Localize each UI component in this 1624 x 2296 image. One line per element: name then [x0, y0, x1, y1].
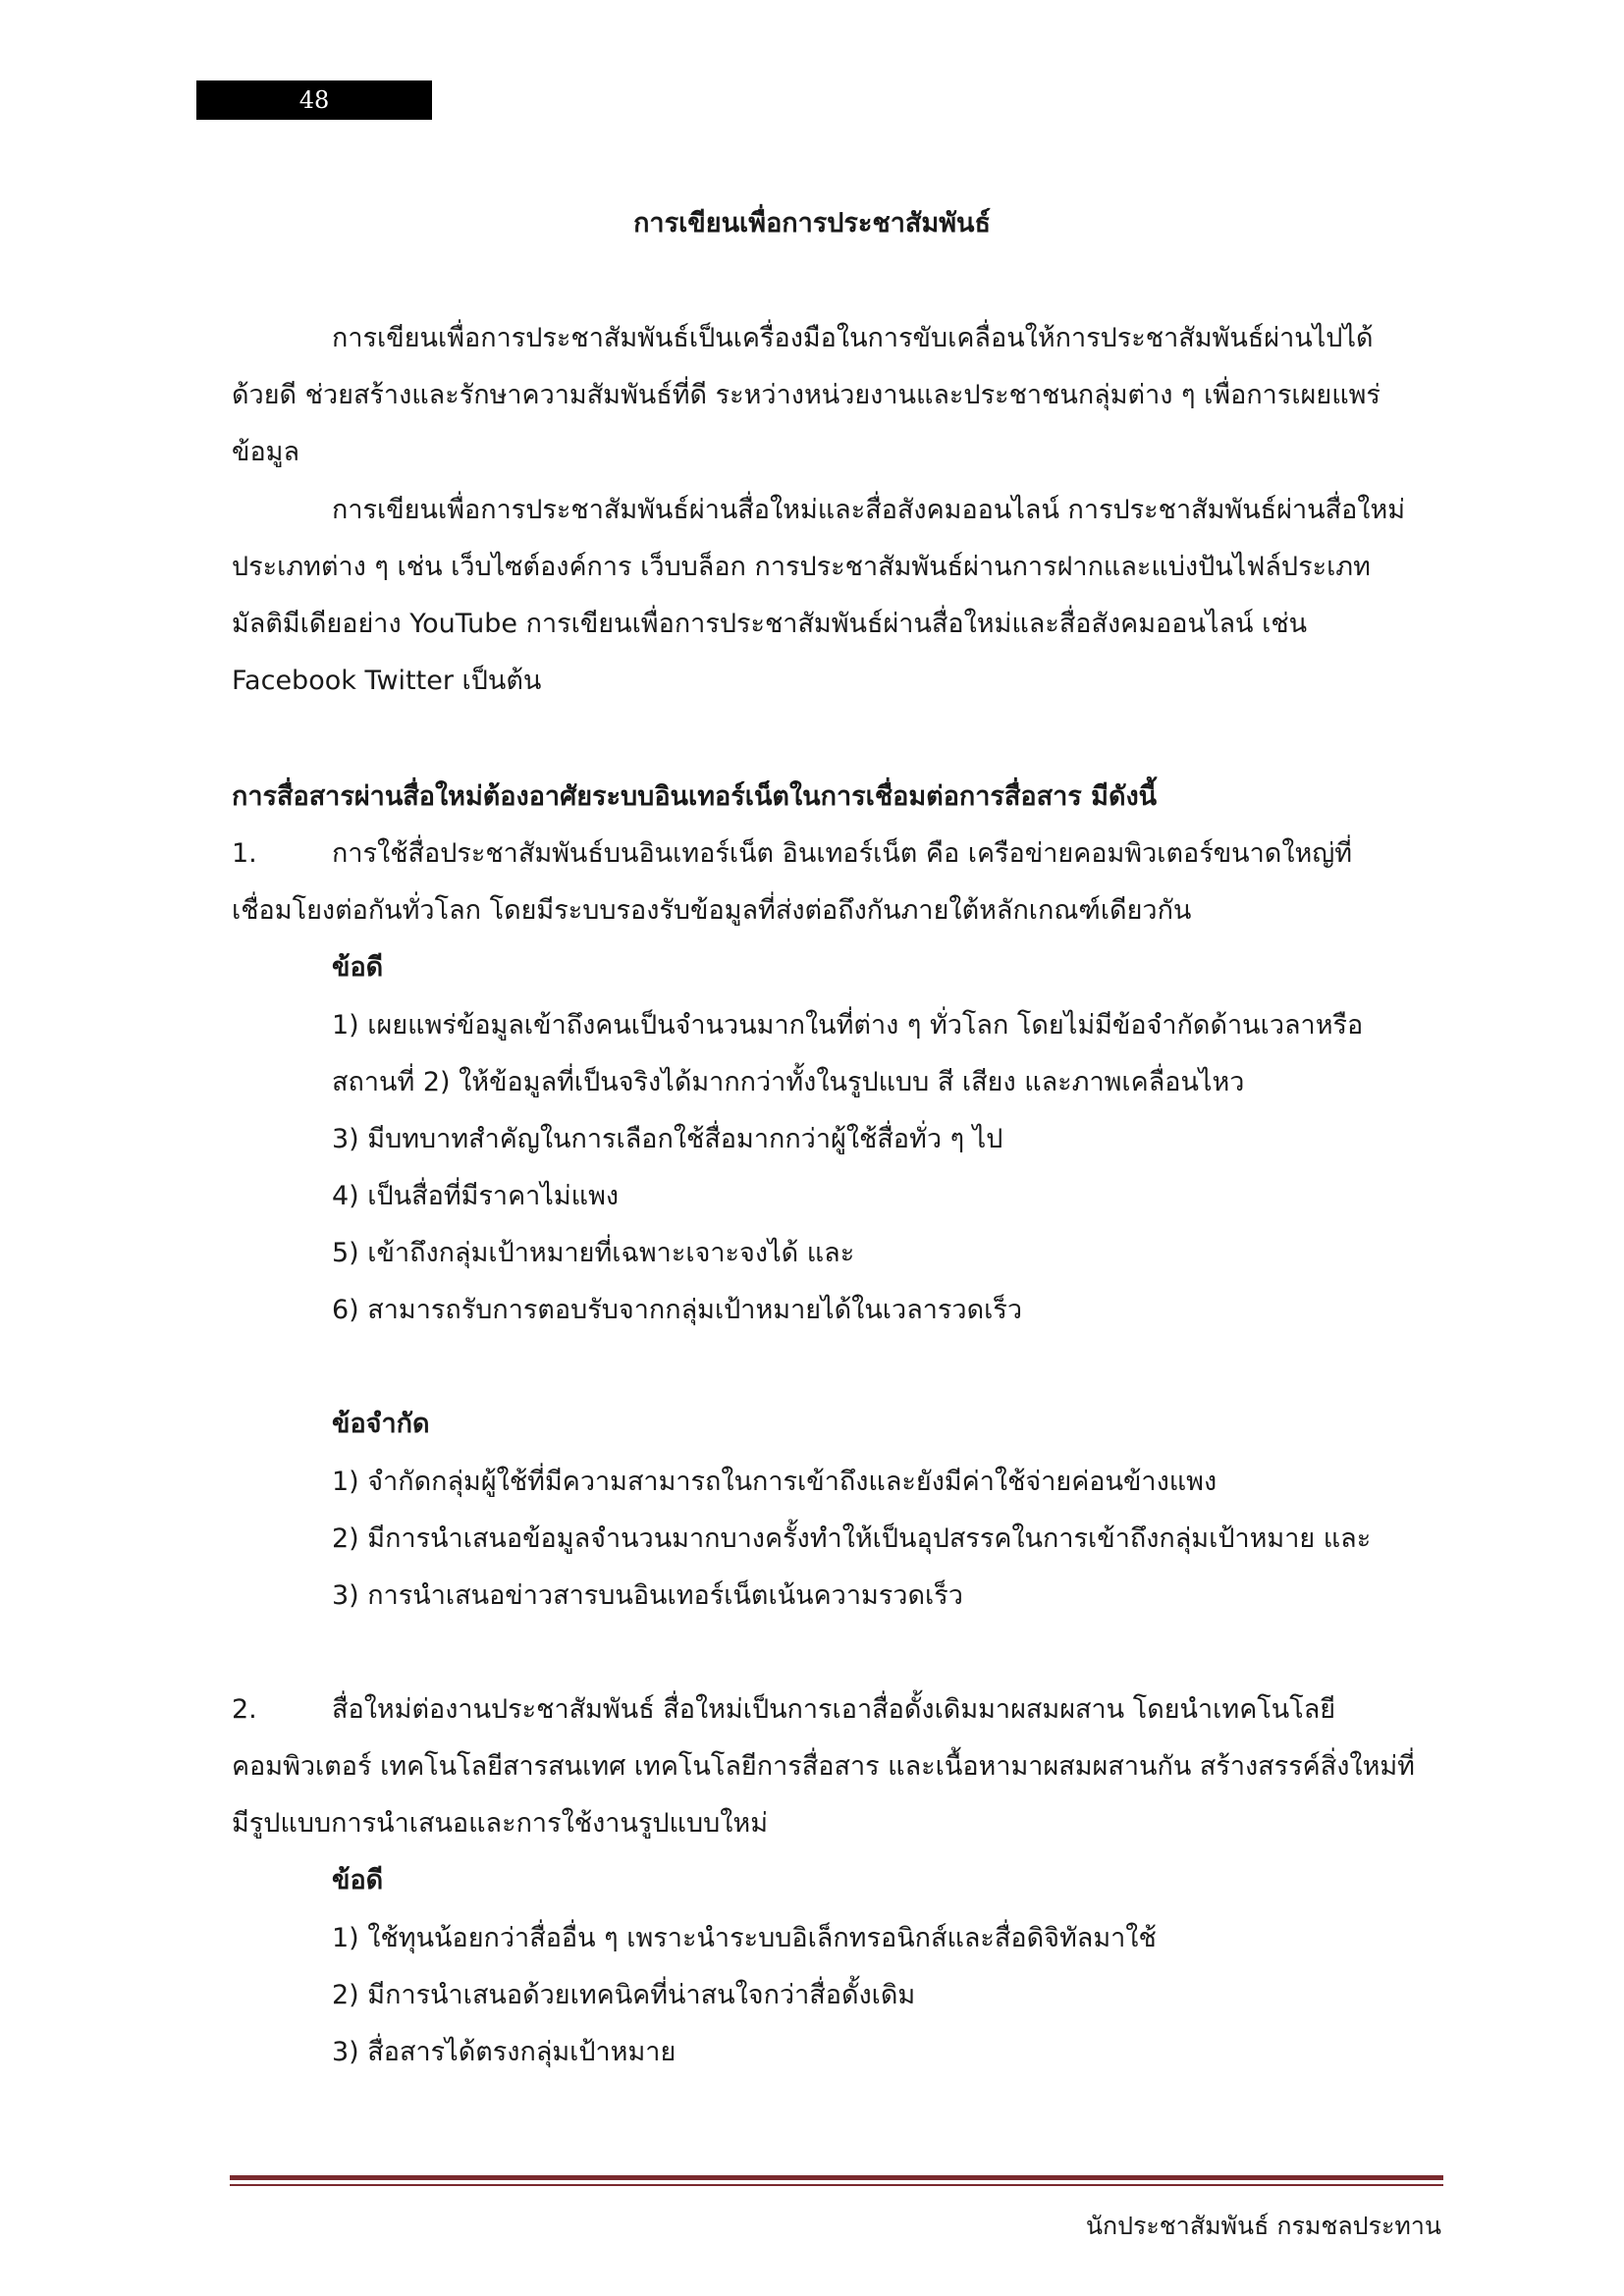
item1-pro-2: สถานที่ 2) ให้ข้อมูลที่เป็นจริงได้มากกว่าทั้งในรูปแบบ สี เสียง และภาพเคลื่อนไหว: [332, 1067, 1245, 1097]
item1-pro-5: 5) เข้าถึงกลุ่มเป้าหมายที่เฉพาะเจาะจงได้ และ: [332, 1238, 855, 1268]
intro-p2-line1: การเขียนเพื่อการประชาสัมพันธ์ผ่านสื่อใหม่และสื่อสังคมออนไลน์ การประชาสัมพันธ์ผ่านสื่อใหม่: [332, 495, 1406, 525]
footer-rule-thin: [230, 2184, 1443, 2186]
item2-pro-3: 3) สื่อสารได้ตรงกลุ่มเป้าหมาย: [332, 2037, 677, 2067]
page-number: 48: [196, 80, 432, 120]
item2-pros-heading: ข้อดี: [332, 1865, 384, 1896]
item2-number: 2.: [232, 1694, 257, 1725]
item1-line1: การใช้สื่อประชาสัมพันธ์บนอินเทอร์เน็ต อินเทอร์เน็ต คือ เครือข่ายคอมพิวเตอร์ขนาดใหญ่ที่: [332, 838, 1353, 869]
intro-p2-line2: ประเภทต่าง ๆ เช่น เว็บไซต์องค์การ เว็บบล็อก การประชาสัมพันธ์ผ่านการฝากและแบ่งปันไฟล์ประเภท: [232, 552, 1371, 582]
item1-number: 1.: [232, 838, 257, 869]
intro-p1-line1: การเขียนเพื่อการประชาสัมพันธ์เป็นเครื่องมือในการขับเคลื่อนให้การประชาสัมพันธ์ผ่านไปได้: [332, 323, 1374, 353]
intro-p1-line3: ข้อมูล: [232, 437, 300, 467]
intro-p1-line2: ด้วยดี ช่วยสร้างและรักษาความสัมพันธ์ที่ดี ระหว่างหน่วยงานและประชาชนกลุ่มต่าง ๆ เพื่อการเผยแพร่: [232, 380, 1380, 410]
page-title: การเขียนเพื่อการประชาสัมพันธ์: [633, 208, 991, 239]
intro-p2-line3: มัลติมีเดียอย่าง YouTube การเขียนเพื่อการประชาสัมพันธ์ผ่านสื่อใหม่และสื่อสังคมออนไลน์ เช่น: [232, 609, 1308, 639]
item1-pro-3: 3) มีบทบาทสำคัญในการเลือกใช้สื่อมากกว่าผู้ใช้สื่อทั่ว ๆ ไป: [332, 1124, 1003, 1154]
item1-line2: เชื่อมโยงต่อกันทั่วโลก โดยมีระบบรองรับข้อมูลที่ส่งต่อถึงกันภายใต้หลักเกณฑ์เดียวกัน: [232, 895, 1192, 926]
item1-con-1: 1) จำกัดกลุ่มผู้ใช้ที่มีความสามารถในการเข้าถึงและยังมีค่าใช้จ่ายค่อนข้างแพง: [332, 1467, 1218, 1497]
item1-con-2: 2) มีการนำเสนอข้อมูลจำนวนมากบางครั้งทำให้เป็นอุปสรรคในการเข้าถึงกลุ่มเป้าหมาย และ: [332, 1523, 1372, 1554]
item1-pro-1: 1) เผยแพร่ข้อมูลเข้าถึงคนเป็นจำนวนมากในที่ต่าง ๆ ทั่วโลก โดยไม่มีข้อจำกัดด้านเวลาหรือ: [332, 1010, 1364, 1041]
footer-rule-thick: [230, 2175, 1443, 2180]
intro-p2-line4: Facebook Twitter เป็นต้น: [232, 666, 542, 696]
item2-pro-2: 2) มีการนำเสนอด้วยเทคนิคที่น่าสนใจกว่าสื่อดั้งเดิม: [332, 1980, 916, 2010]
item1-cons-heading: ข้อจำกัด: [332, 1409, 430, 1439]
item1-pros-heading: ข้อดี: [332, 952, 384, 983]
item1-pro-6: 6) สามารถรับการตอบรับจากกลุ่มเป้าหมายได้ในเวลารวดเร็ว: [332, 1295, 1022, 1325]
item2-pro-1: 1) ใช้ทุนน้อยกว่าสื่ออื่น ๆ เพราะนำระบบอิเล็กทรอนิกส์และสื่อดิจิทัลมาใช้: [332, 1923, 1157, 1953]
item2-line3: มีรูปแบบการนำเสนอและการใช้งานรูปแบบใหม่: [232, 1808, 768, 1839]
item1-pro-4: 4) เป็นสื่อที่มีราคาไม่แพง: [332, 1181, 620, 1211]
section-heading: การสื่อสารผ่านสื่อใหม่ต้องอาศัยระบบอินเทอร์เน็ตในการเชื่อมต่อการสื่อสาร มีดังนี้: [232, 781, 1158, 812]
item2-line2: คอมพิวเตอร์ เทคโนโลยีสารสนเทศ เทคโนโลยีการสื่อสาร และเนื้อหามาผสมผสานกัน สร้างสรรค์สิ่งใหม่ที่: [232, 1751, 1415, 1782]
item2-line1: สื่อใหม่ต่องานประชาสัมพันธ์ สื่อใหม่เป็นการเอาสื่อดั้งเดิมมาผสมผสาน โดยนำเทคโนโลยี: [332, 1694, 1336, 1725]
item1-con-3: 3) การนำเสนอข่าวสารบนอินเทอร์เน็ตเน้นความรวดเร็ว: [332, 1580, 963, 1611]
footer-text: นักประชาสัมพันธ์ กรมชลประทาน: [1085, 2212, 1441, 2240]
